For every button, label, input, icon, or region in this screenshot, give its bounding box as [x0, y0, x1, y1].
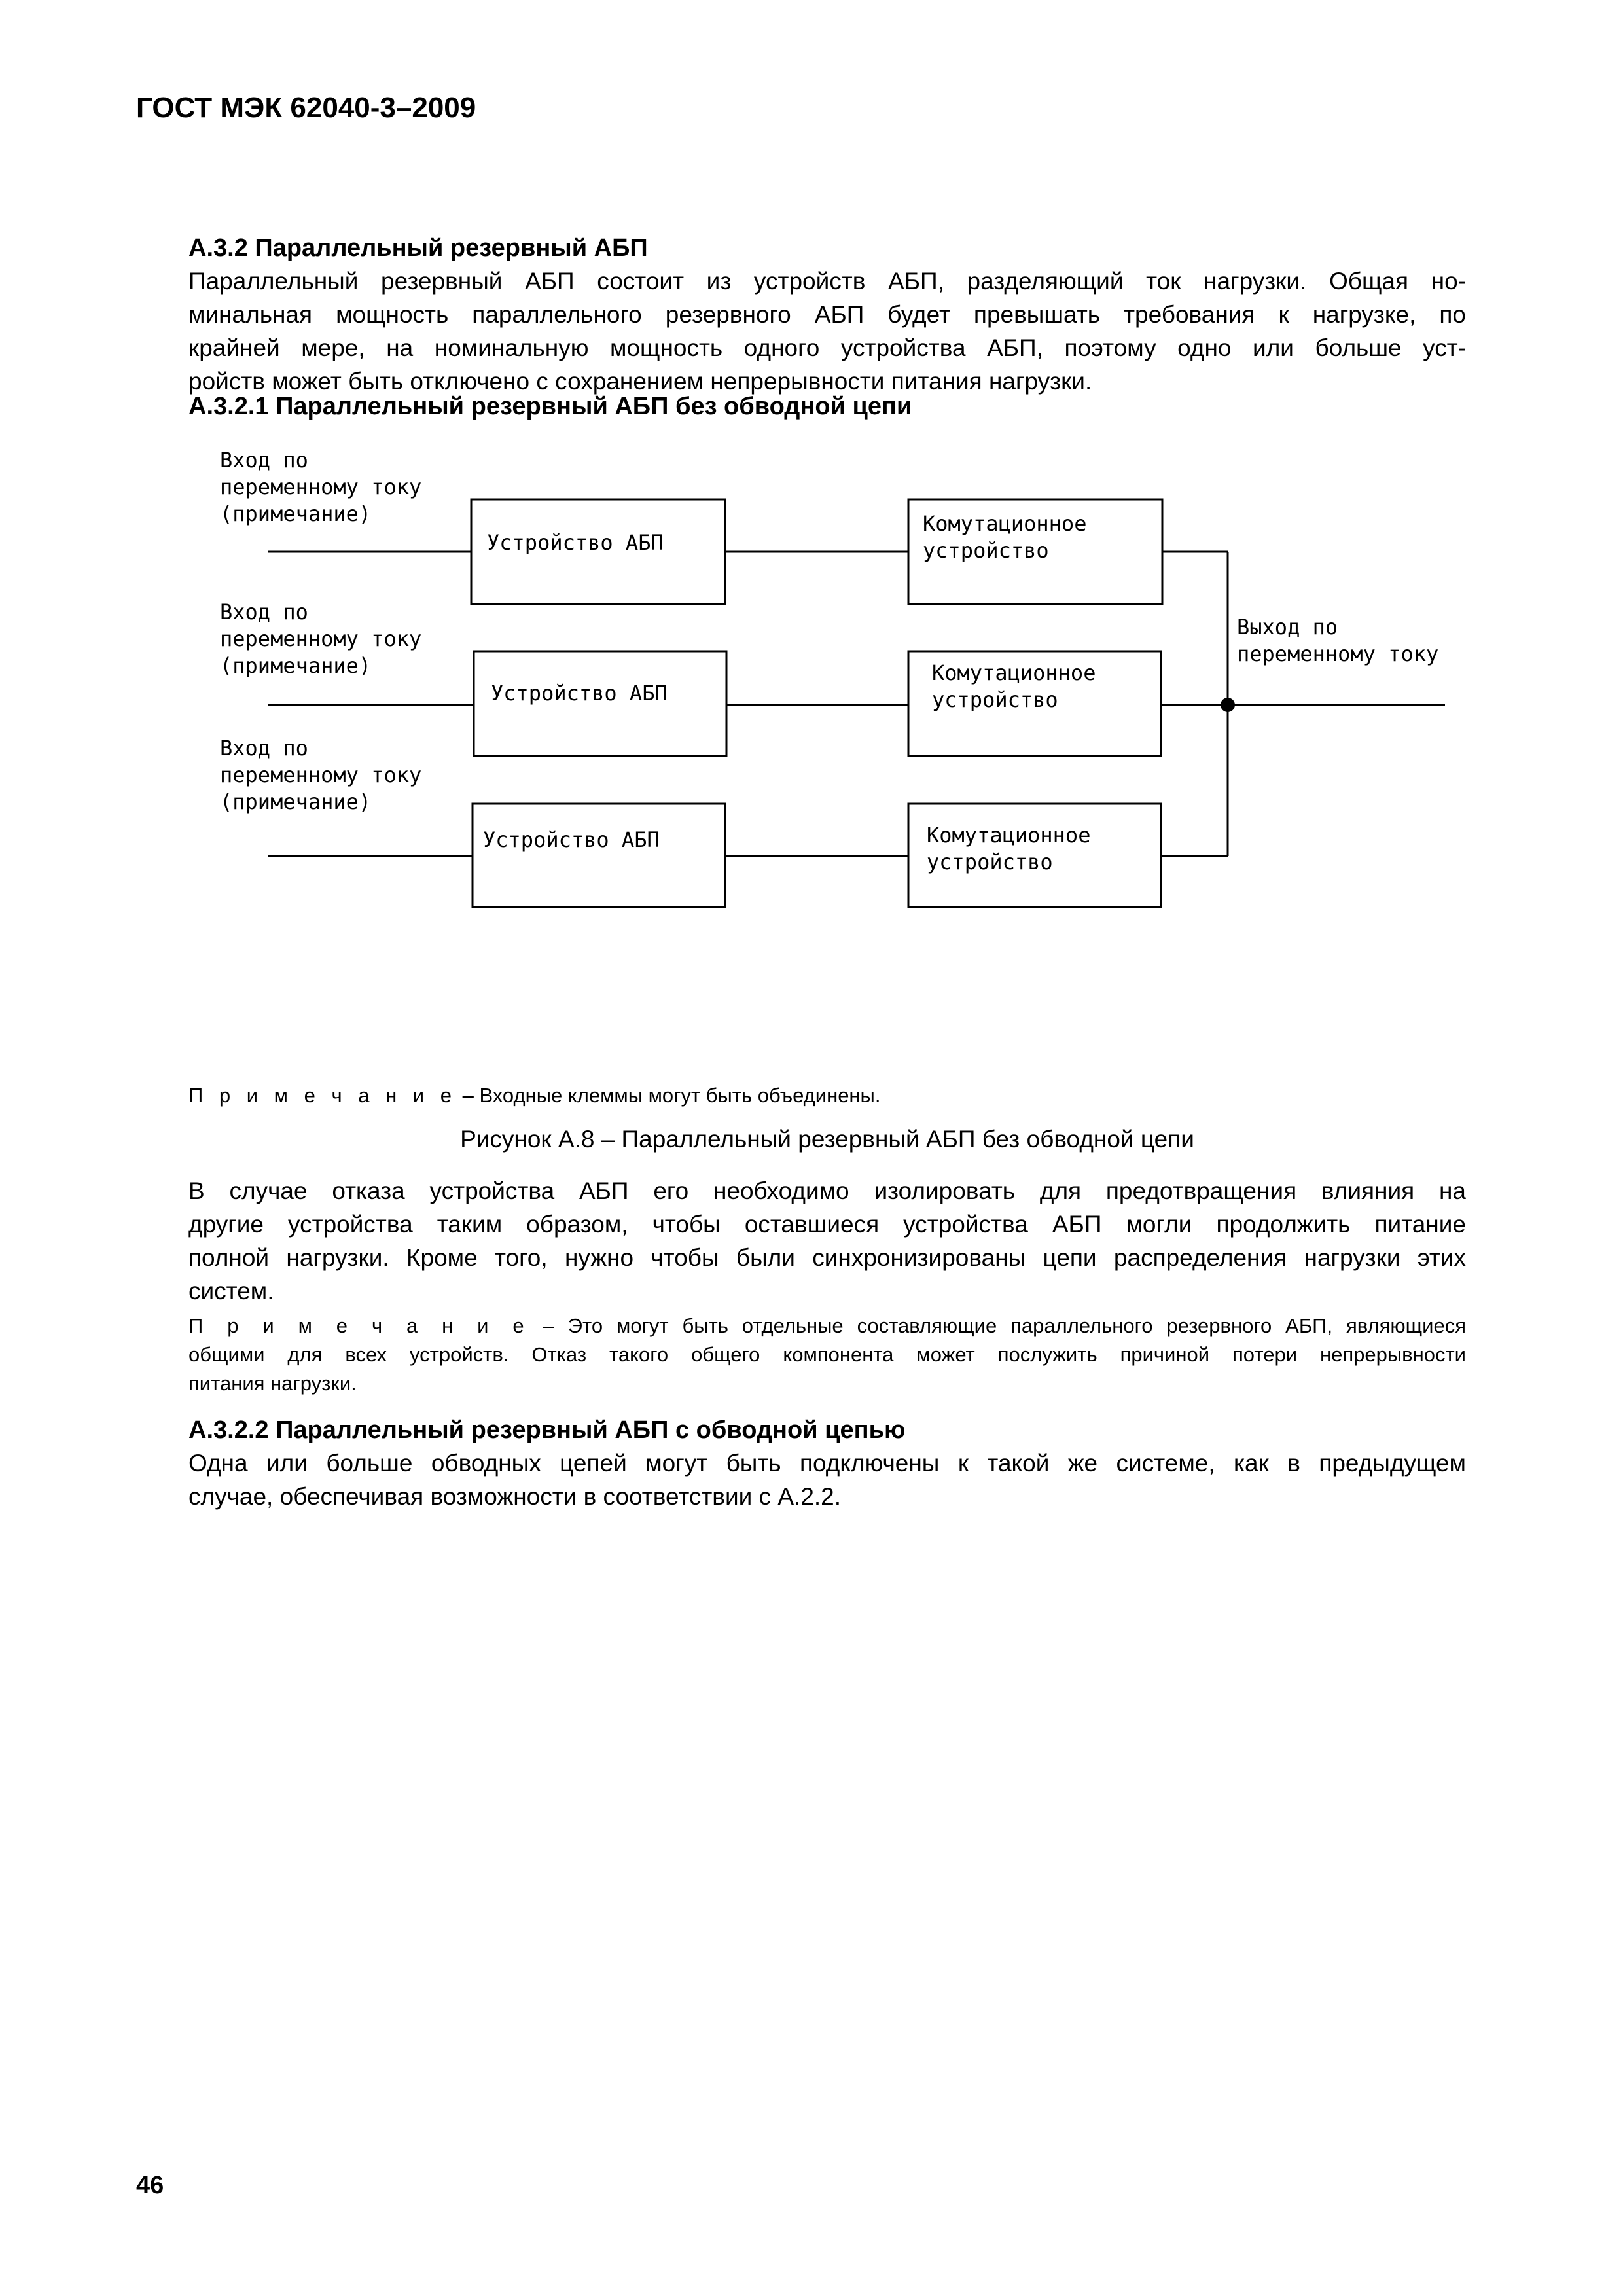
note-1 — [188, 1081, 1466, 1110]
input-label-line: переменному току — [220, 762, 422, 787]
output-label — [1237, 614, 1438, 668]
switch-label-line: Комутационное — [923, 511, 1087, 536]
input-label-line: переменному току — [220, 626, 422, 651]
input-label-3 — [220, 735, 421, 816]
note-text: – Это могут быть отдельные составляющие параллельного резервного АБП, являющиеся — [529, 1314, 1466, 1337]
switch-label-line: Комутационное — [927, 823, 1091, 848]
input-label-line: (примечание) — [220, 653, 372, 678]
switch-label-line: устройство — [923, 538, 1049, 563]
switch-label-3 — [927, 822, 1090, 876]
paragraph-line: Одна или больше обводных цепей могут быть подключены к такой же системе, как в предыдущем — [188, 1450, 1466, 1477]
input-label-line: Вход по — [220, 736, 308, 761]
ups-label-3: Устройство АБП — [483, 827, 660, 852]
note-text: – Входные клеммы могут быть объединены. — [456, 1084, 881, 1107]
paragraph-line: минальная мощность параллельного резервного АБП будет превышать требования к нагрузке, по — [188, 301, 1466, 328]
paragraph-line: другие устройства таким образом, чтобы оставшиеся устройства АБП могли продолжить питание — [188, 1211, 1466, 1238]
paragraph-line: В случае отказа устройства АБП его необходимо изолировать для предотвращения влияния на — [188, 1177, 1466, 1204]
figure-caption: Рисунок А.8 – Параллельный резервный АБП без обводной цепи — [460, 1126, 1194, 1153]
section-heading-a321: А.3.2.1 Параллельный резервный АБП без обводной цепи — [188, 393, 912, 420]
paragraph-line: ройств может быть отключено с сохранением непрерывности питания нагрузки. — [188, 368, 1092, 395]
note-line: общими для всех устройств. Отказ такого общего компонента может послужить причиной потери непрерывности — [188, 1343, 1466, 1366]
paragraph-line: систем. — [188, 1278, 274, 1304]
paragraph-failure — [188, 1174, 1466, 1308]
paragraph-line: крайней мере, на номинальную мощность одного устройства АБП, поэтому одно или больше уст- — [188, 334, 1466, 361]
note-line: питания нагрузки. — [188, 1372, 357, 1395]
switch-label-1 — [923, 511, 1086, 564]
paragraph-line: Параллельный резервный АБП состоит из устройств АБП, разделяющий ток нагрузки. Общая но- — [188, 268, 1466, 295]
ups-label-2: Устройство АБП — [491, 681, 668, 706]
input-label-line: Вход по — [220, 600, 308, 624]
section-heading-a32: А.3.2 Параллельный резервный АБП — [188, 234, 648, 262]
switch-label-line: Комутационное — [932, 660, 1096, 685]
input-label-line: (примечание) — [220, 789, 372, 814]
switch-label-line: устройство — [927, 850, 1053, 874]
ups-label-1: Устройство АБП — [487, 530, 664, 555]
output-label-line: переменному току — [1237, 641, 1439, 666]
input-label-1 — [220, 447, 421, 528]
note-label: П р и м е ч а н и е — [188, 1084, 457, 1107]
paragraph-a322 — [188, 1446, 1466, 1513]
paragraph-line: случае, обеспечивая возможности в соответствии с А.2.2. — [188, 1483, 842, 1510]
input-label-line: Вход по — [220, 448, 308, 473]
document-header: ГОСТ МЭК 62040-3–2009 — [136, 92, 476, 124]
ups-box-3 — [473, 804, 725, 907]
paragraph-line: полной нагрузки. Кроме того, нужно чтобы были синхронизированы цепи распределения нагрузки этих — [188, 1244, 1466, 1271]
note-label: П р и м е ч а н и е — [188, 1314, 529, 1337]
output-label-line: Выход по — [1237, 615, 1338, 639]
input-label-line: (примечание) — [220, 501, 372, 526]
input-label-line: переменному току — [220, 475, 422, 499]
section-heading-a322: А.3.2.2 Параллельный резервный АБП с обводной цепью — [188, 1416, 906, 1444]
note-line — [188, 1312, 1466, 1340]
junction-dot — [1221, 698, 1235, 712]
switch-label-2 — [932, 660, 1096, 713]
page-number: 46 — [136, 2172, 164, 2199]
input-label-2 — [220, 599, 421, 679]
note-2 — [188, 1312, 1466, 1398]
switch-label-line: устройство — [932, 687, 1058, 712]
